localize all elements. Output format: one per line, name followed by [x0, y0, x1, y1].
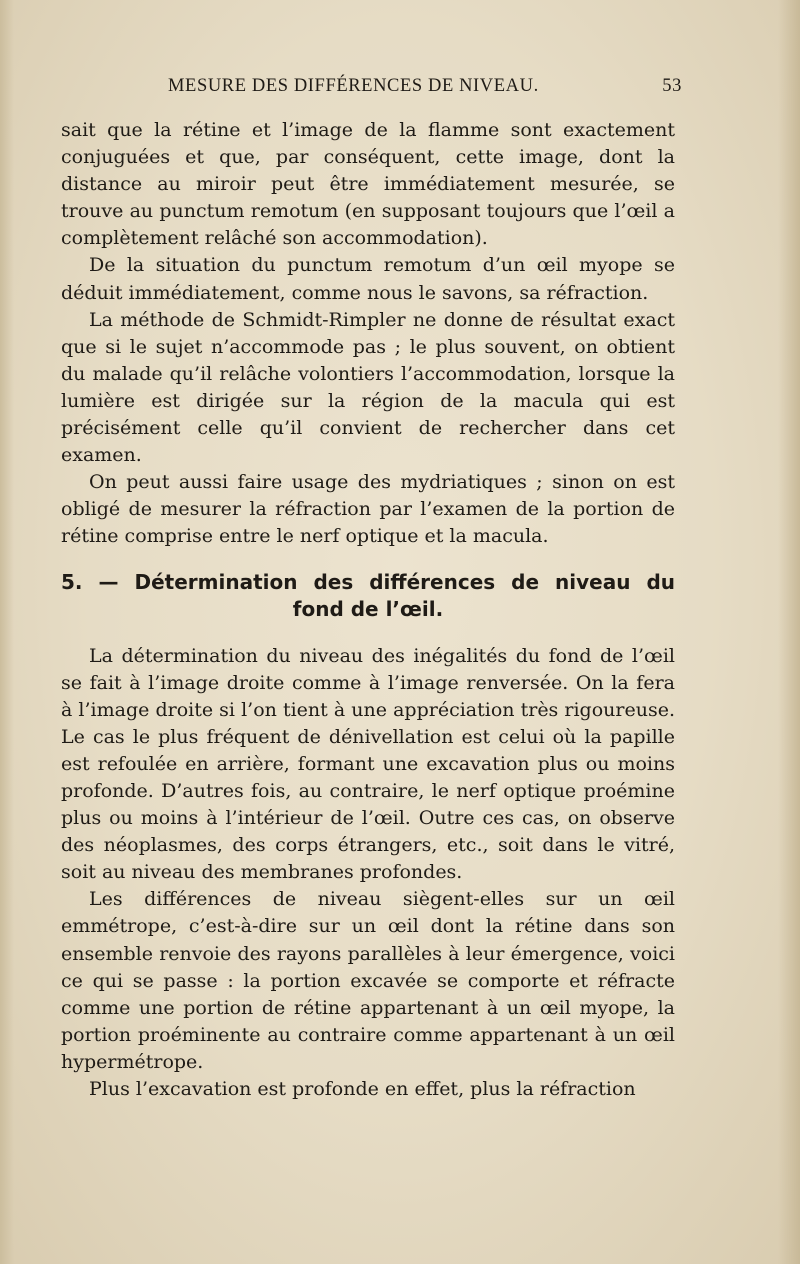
paragraph-continued: sait que la rétine et l’image de la flamme sont exactement conjuguées et que, par conséquent, cette image, dont la distance au miroir peut être immédiatement mesurée, se trouve au punctum remotum (en supposant toujours que l’œil a complètement relâché son accommodation). — [61, 119, 675, 250]
section-heading-line-1: 5. — Détermination des différences de niveau du — [61, 569, 675, 594]
page-number: 53 — [662, 76, 682, 96]
paragraph: La détermination du niveau des inégalités du fond de l’œil se fait à l’image droite comme à l’image renversée. On la fera à l’image droite si l’on tient à une appréciation très rigoureuse. Le cas le plus fréquent de dénivellation est celui où la papille est refoulée en arrière, formant une excavation plus ou moins profonde. D’autres fois, au contraire, le nerf optique proémine plus ou moins à l’intérieur de l’œil. Outre ces cas, on observe des néoplasmes, des corps étrangers, etc., soit dans le vitré, soit au niveau des membranes profondes. — [61, 644, 675, 884]
section-heading — [61, 569, 675, 623]
paragraph: De la situation du punctum remotum d’un œil myope se déduit immédiatement, comme nous le savons, sa réfraction. — [61, 254, 675, 304]
paragraph: La méthode de Schmidt-Rimpler ne donne de résultat exact que si le sujet n’accommode pas ; le plus souvent, on obtient du malade qu’il relâche volontiers l’accommodation, lorsque la lumière est dirigée sur la région de la macula qui est précisément celle qu’il convient de rechercher dans cet examen. — [61, 308, 675, 467]
paragraph: On peut aussi faire usage des mydriatiques ; sinon on est obligé de mesurer la réfraction par l’examen de la portion de rétine comprise entre le nerf optique et la macula. — [61, 471, 675, 548]
running-title: MESURE DES DIFFÉRENCES DE NIVEAU. — [168, 76, 539, 96]
body-text — [61, 117, 675, 1103]
page-edge-shadow-right — [778, 0, 800, 1264]
page-edge-shadow-left — [0, 0, 14, 1264]
paragraph: Plus l’excavation est profonde en effet, plus la réfraction — [89, 1078, 636, 1100]
running-header — [168, 76, 682, 106]
section-heading-line-2: fond de l’œil. — [292, 596, 444, 621]
paragraph: Les différences de niveau siègent-elles sur un œil emmétrope, c’est-à-dire sur un œil dont la rétine dans son ensemble renvoie des rayons parallèles à leur émergence, voici ce qui se passe : la portion excavée se comporte et réfracte comme une portion de rétine appartenant à un œil myope, la portion proéminente au contraire comme appartenant à un œil hypermétrope. — [61, 888, 675, 1073]
